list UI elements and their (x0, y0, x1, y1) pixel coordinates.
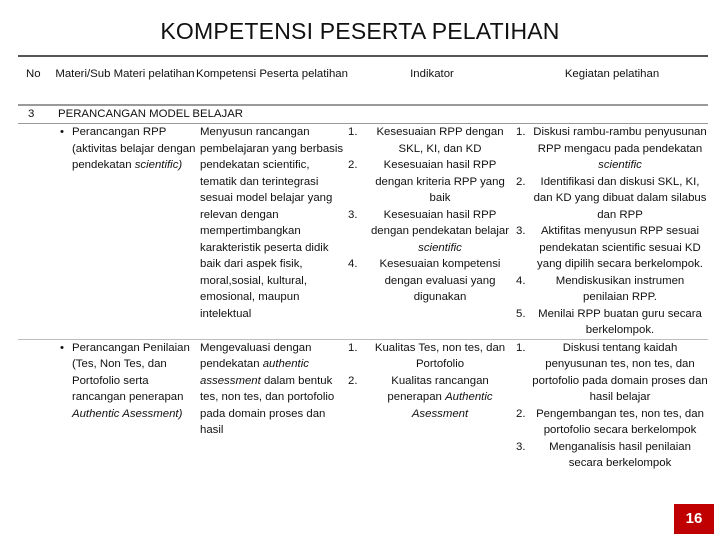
list-item-number: 1. (516, 341, 526, 354)
list-item-number: 4. (516, 274, 526, 287)
header-kegiatan: Kegiatan pelatihan (516, 66, 708, 105)
list-item-text (532, 273, 708, 306)
section-row (18, 105, 708, 124)
kegiatan-cell (516, 124, 708, 340)
page-number-badge: 16 (674, 504, 714, 534)
list-item-number: 3. (516, 225, 526, 237)
materi-cell (54, 339, 196, 472)
list-item (348, 157, 516, 207)
list-item (516, 174, 708, 224)
list-item-text-main: Identifikasi dan diskusi SKL, KI, dan KD yang dibuat dalam silabus dan RPP (533, 175, 707, 221)
header-indikator: Indikator (348, 66, 516, 105)
list-item-text-italic: Authentic Asessment (411, 391, 493, 420)
list-item-text (532, 124, 708, 174)
list-item-number: 5. (516, 307, 526, 320)
list-item-number: 1. (348, 341, 358, 354)
header-no: No (18, 66, 54, 105)
header-kompetensi: Kompetensi Peserta pelatihan (196, 66, 348, 105)
kompetensi-text: Mengevaluasi dengan pendekatan (200, 341, 312, 370)
list-item (348, 340, 516, 373)
list-item-text (364, 373, 516, 423)
list-item-text (532, 439, 708, 472)
competency-table (18, 66, 708, 472)
section-label: PERANCANGAN MODEL BELAJAR (54, 105, 708, 124)
list-item (516, 340, 708, 406)
kompetensi-text-italic: authentic assessment (200, 358, 309, 387)
materi-cell (54, 124, 196, 340)
kegiatan-list (516, 340, 708, 472)
list-item-number: 2. (516, 407, 526, 420)
indikator-cell (348, 339, 516, 472)
list-item-text-main: Aktifitas menyusun RPP sesuai pendekatan scientific sesuai KD yang dipilih secara berkelompok. (537, 225, 703, 270)
list-item-text-main: Kualitas Tes, non tes, dan Portofolio (374, 341, 506, 370)
list-item-text (532, 340, 708, 406)
table-row (18, 124, 708, 340)
title-divider (18, 55, 708, 57)
list-item-text-main: Mendiskusikan instrumen penilaian RPP. (555, 274, 685, 303)
materi-text-italic: scientific) (134, 159, 183, 171)
list-item-text (364, 124, 516, 157)
list-item (516, 273, 708, 306)
materi-text: Perancangan Penilaian (Tes, Non Tes, dan Portofolio serta rancangan penerapan (72, 341, 190, 403)
kompetensi-cell: Menyusun rancangan pembelajaran yang berbasis pendekatan scientific, tematik dan terintegrasi sesuai model belajar yang relevan dengan mempertimbangkan karakteristik peserta didik baik dari aspek fisik, moral,sosial, kultural, emosional, maupun intelektual (196, 124, 348, 340)
bullet-icon: • (60, 126, 64, 138)
table-row (18, 339, 708, 472)
list-item-text (532, 223, 708, 273)
list-item (516, 124, 708, 174)
list-item (516, 306, 708, 339)
materi-text: Perancangan RPP (aktivitas belajar dengan pendekatan (72, 126, 196, 171)
kegiatan-list (516, 124, 708, 339)
list-item-number: 1. (516, 126, 526, 138)
list-item-text-main: Pengembangan tes, non tes, dan portofolio secara berkelompok (536, 407, 704, 436)
indikator-list (348, 340, 516, 423)
list-item (348, 256, 516, 306)
list-item-text (364, 256, 516, 306)
list-item-text (364, 207, 516, 257)
list-item (516, 439, 708, 472)
list-item-text-main: Kesesuaian hasil RPP dengan pendekatan belajar (370, 208, 510, 237)
list-item-text-main: Kesesuaian RPP dengan SKL, KI, dan KD (376, 126, 504, 155)
header-materi: Materi/Sub Materi pelatihan (54, 66, 196, 105)
kompetensi-text-rest: dalam bentuk tes, non tes, dan portofolio pada domain proses dan hasil (200, 374, 335, 436)
list-item-number: 2. (348, 159, 358, 171)
list-item-text (532, 406, 708, 439)
materi-text-italic: Authentic Asessment) (72, 407, 183, 420)
list-item-text (364, 157, 516, 207)
list-item-text-main: Menganalisis hasil penilaian secara berkelompok (549, 440, 691, 469)
list-item-number: 2. (516, 175, 526, 188)
list-item-number: 3. (348, 208, 358, 221)
list-item-text-main: Kualitas rancangan penerapan (387, 374, 489, 403)
list-item-text (364, 340, 516, 373)
list-item-text-main: Diskusi tentang kaidah penyusunan tes, non tes, dan portofolio pada domain proses dan hasil belajar (532, 341, 708, 403)
list-item-text-italic: scientific (418, 241, 462, 254)
list-item (348, 207, 516, 257)
list-item-text (532, 306, 708, 339)
section-number: 3 (18, 105, 54, 124)
list-item (516, 406, 708, 439)
list-item-number: 1. (348, 126, 358, 138)
list-item-text-italic: scientific (598, 159, 642, 171)
list-item-number: 2. (348, 374, 358, 387)
list-item-number: 3. (516, 440, 526, 453)
list-item (516, 223, 708, 273)
list-item-number: 4. (348, 258, 358, 270)
kegiatan-cell (516, 339, 708, 472)
list-item (348, 124, 516, 157)
indikator-cell (348, 124, 516, 340)
indikator-list (348, 124, 516, 306)
list-item-text-main: Kesesuaian hasil RPP dengan kriteria RPP yang baik (375, 159, 505, 204)
list-item (348, 373, 516, 423)
table-header-row (18, 66, 708, 105)
list-item-text-main: Diskusi rambu-rambu penyusunan RPP mengacu pada pendekatan (533, 126, 707, 155)
list-item-text-main: Menilai RPP buatan guru secara berkelompok. (538, 307, 702, 336)
list-item-text (532, 174, 708, 224)
list-item-text-main: Kesesuaian kompetensi dengan evaluasi yang digunakan (379, 258, 501, 303)
kompetensi-cell (196, 339, 348, 472)
bullet-icon: • (60, 341, 64, 354)
page-title: KOMPETENSI PESERTA PELATIHAN (160, 18, 560, 44)
